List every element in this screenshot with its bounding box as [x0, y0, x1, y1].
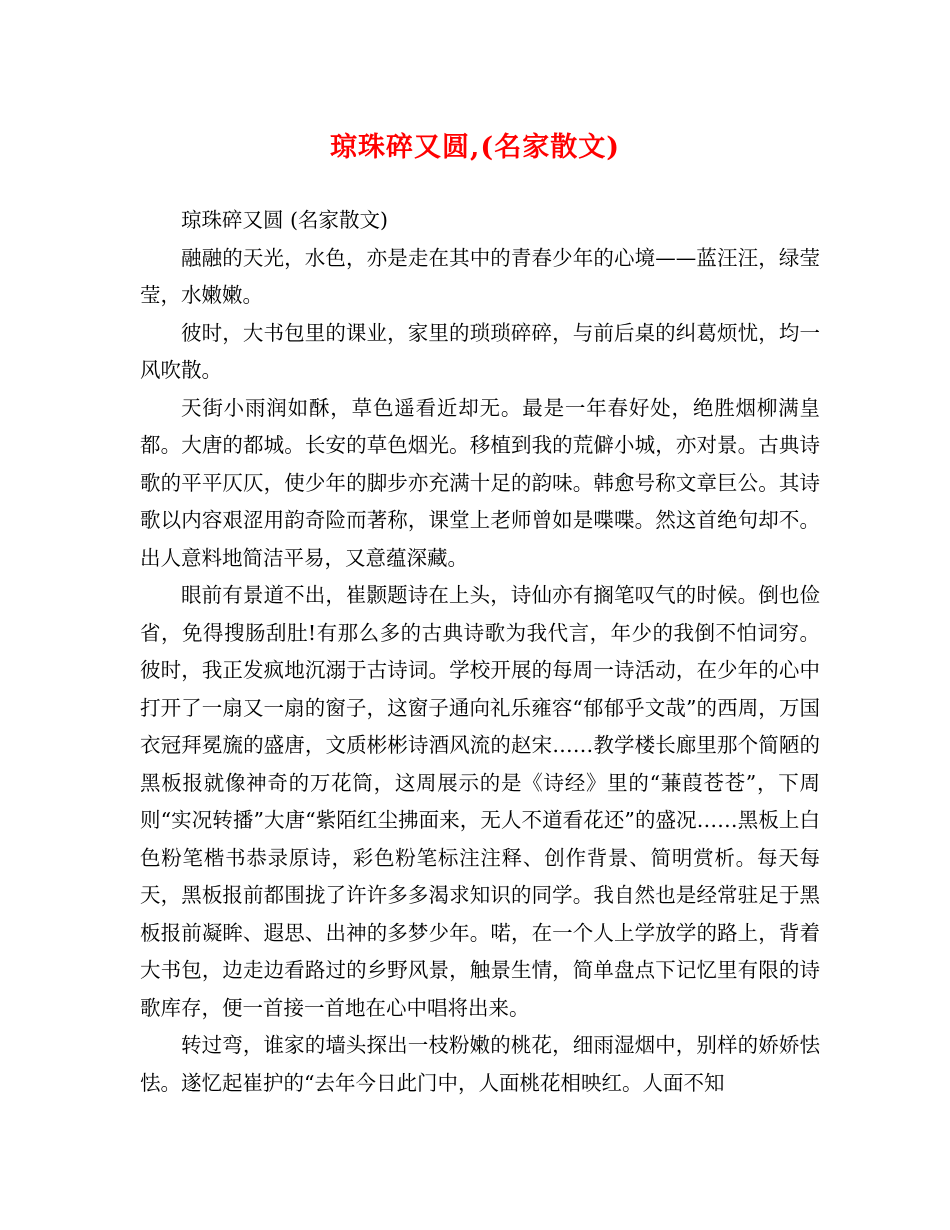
- document-title: 琼珠碎又圆,(名家散文): [330, 132, 620, 163]
- paragraph: 彼时，大书包里的课业，家里的琐琐碎碎，与前后桌的纠葛烦忧，均一风吹散。: [140, 320, 820, 382]
- document-body: [140, 202, 820, 1102]
- paragraph: 融融的天光，水色，亦是走在其中的青春少年的心境——蓝汪汪，绿莹莹，水嫩嫩。: [140, 245, 820, 307]
- paragraph: 眼前有景道不出，崔颢题诗在上头，诗仙亦有搁笔叹气的时候。倒也俭省，免得搜肠刮肚!有那么多的古典诗歌为我代言，年少的我倒不怕词穷。彼时，我正发疯地沉溺于古诗词。学校开展的每周一诗活动，在少年的心中打开了一扇又一扇的窗子，这窗子通向礼乐雍容“郁郁乎文哉”的西周，万国衣冠拜冕旒的盛唐，文质彬彬诗酒风流的赵宋……教学楼长廊里那个简陋的黑板报就像神奇的万花筒，这周展示的是《诗经》里的“蒹葭苍苍”，下周则“实况转播”大唐“紫陌红尘拂面来，无人不道看花还”的盛况……黑板上白色粉笔楷书恭录原诗，彩色粉笔标注注释、创作背景、简明赏析。每天每天，黑板报前都围拢了许许多多渴求知识的同学。我自然也是经常驻足于黑板报前凝眸、遐思、出神的多梦少年。喏，在一个人上学放学的路上，背着大书包，边走边看路过的乡野风景，触景生情，简单盘点下记忆里有限的诗歌库存，便一首接一首地在心中唱将出来。: [140, 583, 820, 1020]
- paragraph: 转过弯，谁家的墙头探出一枝粉嫩的桃花，细雨湿烟中，别样的娇娇怯怯。遂忆起崔护的“去年今日此门中，人面桃花相映红。人面不知: [140, 1033, 820, 1095]
- paragraph: 天街小雨润如酥，草色遥看近却无。最是一年春好处，绝胜烟柳满皇都。大唐的都城。长安的草色烟光。移植到我的荒僻小城，亦对景。古典诗歌的平平仄仄，使少年的脚步亦充满十足的韵味。韩愈号称文章巨公。其诗歌以内容艰涩用韵奇险而著称，课堂上老师曾如是喋喋。然这首绝句却不。出人意料地简洁平易，又意蕴深藏。: [140, 395, 820, 570]
- paragraph-subtitle: 琼珠碎又圆 (名家散文): [181, 208, 389, 232]
